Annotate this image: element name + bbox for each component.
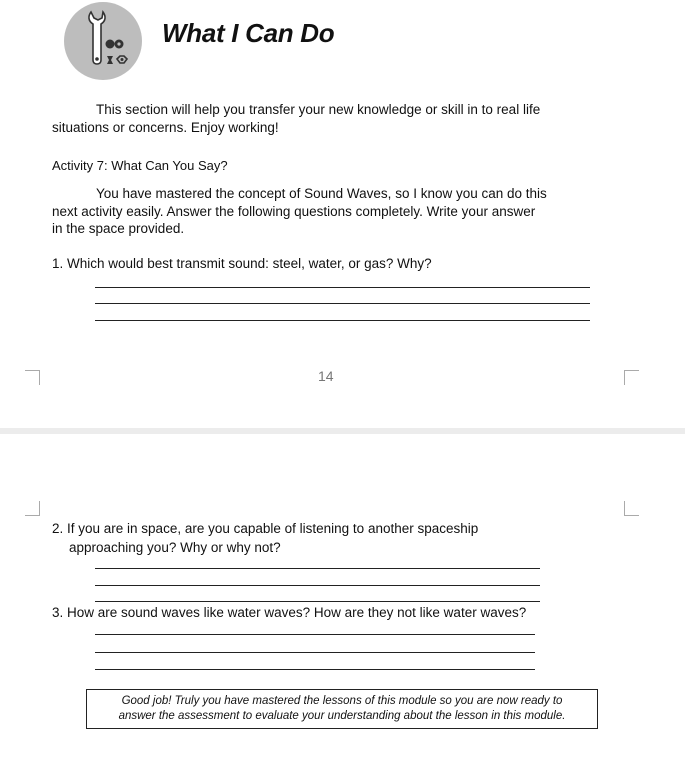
closing-line-1: Good job! Truly you have mastered the lessons of this module so you are now ready to	[121, 695, 563, 707]
intro-line-1: This section will help you transfer your new knowledge or skill in to real life	[96, 102, 541, 117]
question-2-line-2: approaching you? Why or why not?	[69, 540, 281, 555]
answer-line[interactable]	[95, 303, 590, 304]
answer-line[interactable]	[95, 585, 540, 586]
activity-title: Activity 7: What Can You Say?	[52, 158, 228, 173]
instructions-line-3: in the space provided.	[52, 221, 185, 236]
crop-mark	[624, 370, 639, 385]
answer-line[interactable]	[95, 320, 590, 321]
crop-mark	[25, 501, 40, 516]
answer-line[interactable]	[95, 634, 535, 635]
page-number: 14	[318, 368, 334, 384]
closing-line-2: answer the assessment to evaluate your understanding about the lesson in this module.	[118, 710, 566, 722]
question-2-line-1: 2. If you are in space, are you capable of listening to another spaceship	[52, 521, 479, 536]
instructions-line-1: You have mastered the concept of Sound Waves, so I know you can do this	[96, 186, 547, 201]
instructions-line-2: next activity easily. Answer the following questions completely. Write your answer	[52, 204, 536, 219]
answer-line[interactable]	[95, 652, 535, 653]
question-3: 3. How are sound waves like water waves? How are they not like water waves?	[52, 605, 527, 620]
question-1: 1. Which would best transmit sound: steel, water, or gas? Why?	[52, 256, 432, 271]
closing-note	[86, 689, 598, 729]
crop-mark	[25, 370, 40, 385]
answer-line[interactable]	[95, 669, 535, 670]
answer-line[interactable]	[95, 601, 540, 602]
wrench-tools-icon	[64, 2, 142, 80]
answer-line[interactable]	[95, 287, 590, 288]
crop-mark	[624, 501, 639, 516]
answer-line[interactable]	[95, 568, 540, 569]
section-heading: What I Can Do	[162, 18, 335, 48]
intro-line-2: situations or concerns. Enjoy working!	[52, 120, 279, 135]
